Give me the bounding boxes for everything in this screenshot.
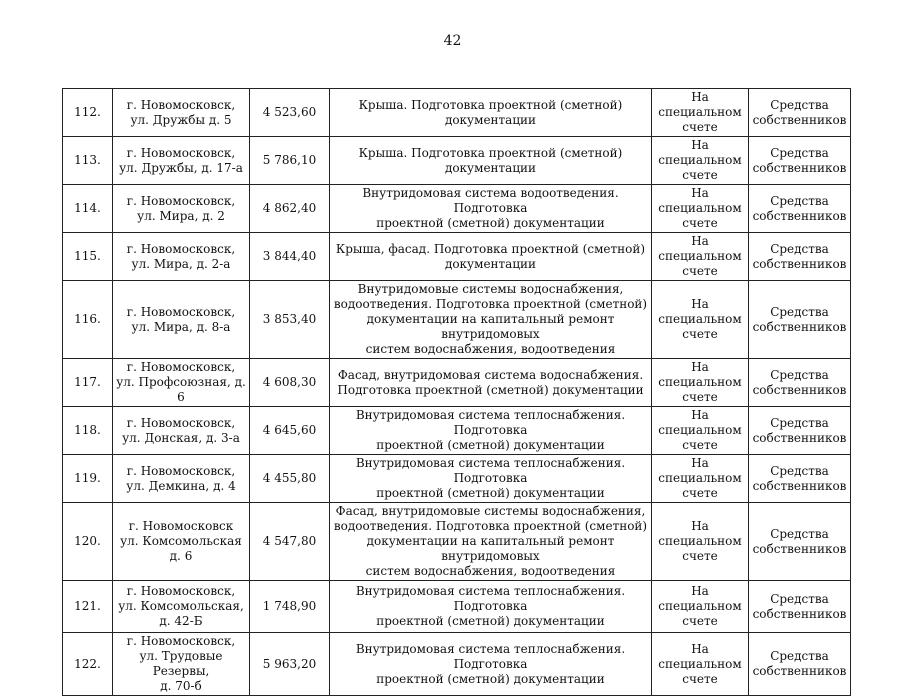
funding-source-line: собственников: [752, 256, 847, 271]
account-type-cell: [652, 359, 749, 407]
row-number-cell: [63, 233, 113, 281]
funding-source-line: Средства: [770, 463, 829, 478]
table-row: [63, 137, 851, 185]
account-type-line: счете: [682, 549, 718, 563]
repair-registry-table: [62, 88, 851, 696]
amount-text: 4 862,40: [262, 201, 317, 215]
work-description-line: Внутридомовая система теплоснабжения. Подготовка: [355, 456, 626, 485]
work-description-line: Крыша. Подготовка проектной (сметной) документации: [358, 97, 623, 127]
account-type-cell: [652, 89, 749, 137]
page-number: 42: [443, 33, 462, 49]
row-number-text: 115.: [74, 249, 101, 263]
address-line: д. 70-б: [160, 679, 202, 693]
funding-source-cell: [749, 455, 851, 503]
amount-text: 4 455,80: [262, 471, 317, 485]
account-type-cell: [652, 581, 749, 633]
row-number-cell: [63, 185, 113, 233]
funding-source-cell: [749, 137, 851, 185]
work-description-cell: [330, 359, 652, 407]
address-line: г. Новомосковск,: [126, 634, 236, 648]
funding-source-line: собственников: [752, 382, 847, 397]
work-description-line: Крыша, фасад. Подготовка проектной (сметной): [335, 241, 646, 256]
account-type-cell: [652, 137, 749, 185]
row-number-text: 119.: [74, 471, 101, 485]
row-number-text: 121.: [74, 599, 101, 613]
row-number-cell: [63, 281, 113, 359]
funding-source-line: Средства: [770, 193, 829, 208]
table-row: [63, 407, 851, 455]
address-cell: [113, 503, 250, 581]
work-description-line: документации на капитальный ремонт внутридомовых: [366, 312, 615, 341]
funding-source-line: Средства: [770, 367, 829, 382]
amount-cell: [250, 455, 330, 503]
account-type-line: счете: [682, 168, 718, 182]
work-description-cell: [330, 233, 652, 281]
amount-cell: [250, 281, 330, 359]
funding-source-cell: [749, 407, 851, 455]
address-cell: [113, 281, 250, 359]
account-type-line: На специальном: [658, 519, 742, 548]
work-description-line: Крыша. Подготовка проектной (сметной) документации: [358, 145, 623, 175]
row-number-text: 122.: [74, 656, 101, 671]
address-cell: [113, 633, 250, 696]
address-line: г. Новомосковск,: [126, 304, 236, 319]
address-line: г. Новомосковск: [128, 519, 234, 533]
account-type-line: счете: [682, 120, 718, 134]
row-number-text: 113.: [74, 153, 101, 167]
work-description-cell: [330, 281, 652, 359]
amount-text: 4 645,60: [262, 423, 317, 437]
account-type-cell: [652, 281, 749, 359]
table-row: [63, 503, 851, 581]
address-line: г. Новомосковск,: [126, 193, 236, 208]
amount-cell: [250, 233, 330, 281]
row-number-cell: [63, 137, 113, 185]
work-description-line: проектной (сметной) документации: [376, 671, 605, 686]
funding-source-line: Средства: [770, 241, 829, 256]
table-row: [63, 455, 851, 503]
work-description-line: систем водоснабжения, водоотведения: [365, 342, 616, 356]
address-line: ул. Дружбы д. 5: [130, 112, 232, 127]
work-description-line: проектной (сметной) документации: [376, 438, 605, 452]
work-description-line: Подготовка проектной (сметной) документации: [337, 382, 644, 397]
work-description-cell: [330, 503, 652, 581]
funding-source-cell: [749, 359, 851, 407]
funding-source-line: Средства: [770, 415, 829, 430]
funding-source-line: Средства: [770, 304, 829, 319]
account-type-line: На специальном: [658, 234, 742, 263]
funding-source-line: собственников: [752, 430, 847, 445]
row-number-cell: [63, 581, 113, 633]
account-type-line: На специальном: [658, 297, 742, 326]
address-line: ул. Дружбы, д. 17-а: [119, 160, 243, 175]
funding-source-cell: [749, 233, 851, 281]
address-cell: [113, 581, 250, 633]
work-description-line: Внутридомовые системы водоснабжения,: [357, 282, 624, 296]
account-type-line: На специальном: [658, 456, 742, 485]
amount-text: 3 853,40: [262, 312, 317, 326]
account-type-line: счете: [682, 216, 718, 230]
funding-source-line: собственников: [752, 208, 847, 223]
row-number-cell: [63, 455, 113, 503]
work-description-cell: [330, 137, 652, 185]
row-number-cell: [63, 633, 113, 696]
work-description-line: систем водоснабжения, водоотведения: [365, 564, 616, 578]
row-number-text: 114.: [74, 201, 101, 215]
account-type-line: На специальном: [658, 408, 742, 437]
account-type-line: На специальном: [658, 584, 742, 613]
address-line: г. Новомосковск,: [126, 241, 236, 256]
amount-cell: [250, 137, 330, 185]
address-cell: [113, 233, 250, 281]
work-description-line: документации на капитальный ремонт внутридомовых: [366, 534, 615, 563]
work-description-line: Фасад, внутридомовые системы водоснабжения,: [335, 504, 646, 518]
work-description-cell: [330, 185, 652, 233]
funding-source-line: собственников: [752, 478, 847, 493]
address-line: ул. Мира, д. 2-а: [131, 256, 231, 271]
table-row: [63, 233, 851, 281]
funding-source-line: Средства: [770, 526, 829, 541]
address-line: ул. Трудовые Резервы,: [139, 649, 223, 678]
account-type-line: На специальном: [658, 138, 742, 167]
funding-source-line: собственников: [752, 319, 847, 334]
funding-source-line: собственников: [752, 112, 847, 127]
table-row: [63, 281, 851, 359]
address-line: г. Новомосковск,: [126, 463, 236, 478]
address-line: ул. Профсоюзная, д. 6: [116, 375, 246, 404]
amount-text: 4 608,30: [262, 375, 317, 389]
address-line: ул. Мира, д. 8-а: [131, 319, 231, 334]
account-type-line: На специальном: [658, 90, 742, 119]
table-row: [63, 359, 851, 407]
address-cell: [113, 407, 250, 455]
row-number-cell: [63, 359, 113, 407]
account-type-cell: [652, 503, 749, 581]
account-type-line: счете: [682, 390, 718, 404]
funding-source-cell: [749, 581, 851, 633]
row-number-text: 116.: [74, 312, 101, 326]
account-type-line: счете: [682, 264, 718, 278]
amount-cell: [250, 581, 330, 633]
work-description-cell: [330, 633, 652, 696]
amount-cell: [250, 503, 330, 581]
work-description-line: Внутридомовая система теплоснабжения. Подготовка: [355, 584, 626, 613]
account-type-cell: [652, 185, 749, 233]
address-line: ул. Комсомольская д. 6: [120, 534, 242, 563]
account-type-line: На специальном: [658, 641, 742, 671]
work-description-line: проектной (сметной) документации: [376, 216, 605, 230]
address-line: г. Новомосковск,: [126, 145, 236, 160]
row-number-text: 120.: [74, 534, 101, 548]
address-line: г. Новомосковск,: [126, 584, 236, 598]
funding-source-line: Средства: [770, 145, 829, 160]
address-line: ул. Мира, д. 2: [137, 208, 225, 223]
funding-source-line: Средства: [770, 649, 829, 663]
amount-text: 1 748,90: [262, 599, 317, 613]
table-row: [63, 89, 851, 137]
work-description-line: Внутридомовая система теплоснабжения. Подготовка: [355, 641, 626, 671]
funding-source-line: Средства: [770, 591, 829, 606]
amount-cell: [250, 407, 330, 455]
account-type-line: счете: [682, 614, 718, 628]
address-line: ул. Комсомольская,: [118, 599, 244, 613]
funding-source-cell: [749, 89, 851, 137]
amount-text: 5 786,10: [262, 153, 317, 167]
work-description-line: Внутридомовая система теплоснабжения. Подготовка: [355, 408, 626, 437]
funding-source-line: собственников: [752, 606, 847, 621]
funding-source-cell: [749, 633, 851, 696]
table-row: [63, 185, 851, 233]
account-type-line: счете: [682, 671, 718, 686]
address-cell: [113, 137, 250, 185]
work-description-cell: [330, 581, 652, 633]
account-type-line: На специальном: [658, 186, 742, 215]
address-line: г. Новомосковск,: [126, 415, 236, 430]
address-line: ул. Донская, д. 3-а: [122, 430, 240, 445]
funding-source-cell: [749, 503, 851, 581]
work-description-line: водоотведения. Подготовка проектной (сметной): [333, 297, 648, 311]
funding-source-cell: [749, 281, 851, 359]
work-description-line: Внутридомовая система водоотведения. Подготовка: [362, 186, 619, 215]
account-type-cell: [652, 455, 749, 503]
row-number-cell: [63, 503, 113, 581]
account-type-cell: [652, 633, 749, 696]
row-number-text: 112.: [74, 105, 101, 119]
funding-source-line: собственников: [752, 160, 847, 175]
amount-cell: [250, 359, 330, 407]
work-description-cell: [330, 455, 652, 503]
address-cell: [113, 359, 250, 407]
work-description-line: проектной (сметной) документации: [376, 614, 605, 628]
address-line: ул. Демкина, д. 4: [126, 478, 236, 493]
address-cell: [113, 89, 250, 137]
table-row: [63, 581, 851, 633]
address-cell: [113, 185, 250, 233]
funding-source-line: собственников: [752, 664, 847, 678]
work-description-line: Фасад, внутридомовая система водоснабжения.: [337, 367, 644, 382]
amount-cell: [250, 89, 330, 137]
amount-cell: [250, 185, 330, 233]
amount-cell: [250, 633, 330, 696]
funding-source-cell: [749, 185, 851, 233]
account-type-line: счете: [682, 438, 718, 452]
amount-text: 4 523,60: [262, 105, 317, 119]
amount-text: 4 547,80: [262, 534, 317, 548]
row-number-text: 118.: [74, 423, 101, 437]
address-line: г. Новомосковск,: [126, 97, 236, 112]
row-number-cell: [63, 407, 113, 455]
address-cell: [113, 455, 250, 503]
account-type-cell: [652, 407, 749, 455]
work-description-cell: [330, 407, 652, 455]
amount-text: 3 844,40: [262, 249, 317, 263]
table-row: [63, 633, 851, 696]
account-type-cell: [652, 233, 749, 281]
table-body: [63, 89, 851, 696]
address-line: д. 42-Б: [159, 614, 203, 628]
work-description-line: проектной (сметной) документации: [376, 486, 605, 500]
work-description-line: документации: [444, 256, 537, 271]
work-description-line: водоотведения. Подготовка проектной (сметной): [333, 519, 648, 533]
account-type-line: счете: [682, 486, 718, 500]
account-type-line: счете: [682, 327, 718, 341]
amount-text: 5 963,20: [262, 656, 317, 671]
funding-source-line: Средства: [770, 97, 829, 112]
work-description-cell: [330, 89, 652, 137]
address-line: г. Новомосковск,: [126, 360, 236, 374]
account-type-line: На специальном: [658, 360, 742, 389]
row-number-cell: [63, 89, 113, 137]
funding-source-line: собственников: [752, 541, 847, 556]
row-number-text: 117.: [74, 375, 101, 389]
